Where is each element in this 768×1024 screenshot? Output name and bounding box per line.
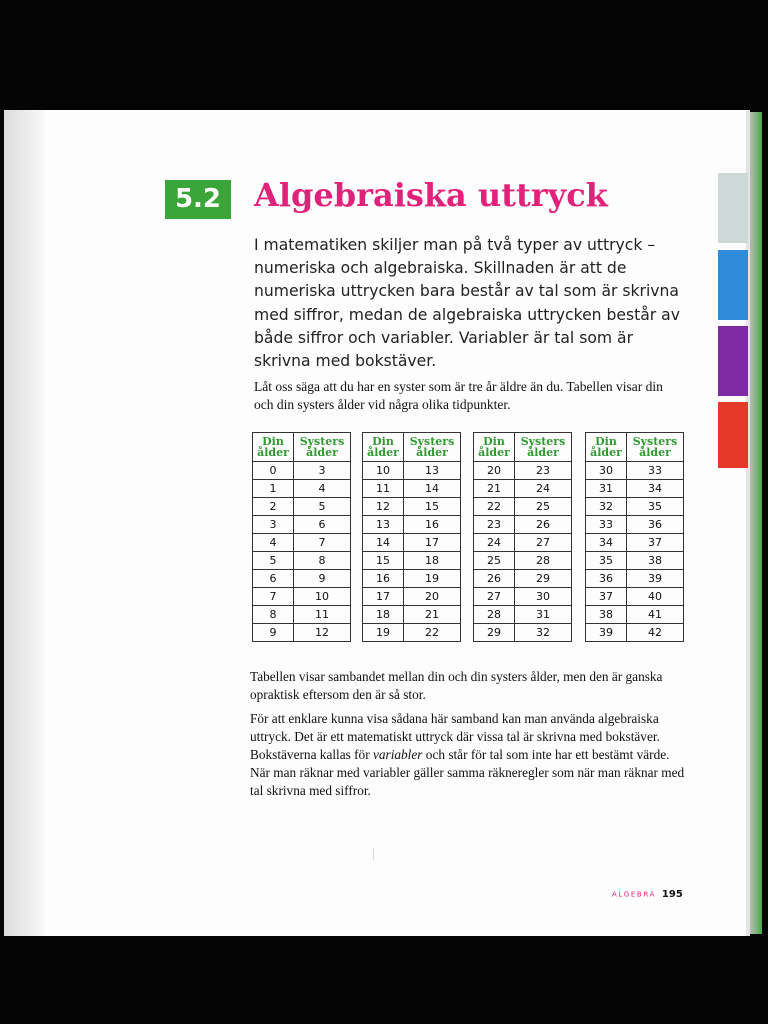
cell-systers-alder: 31: [515, 606, 572, 624]
cell-din-alder: 25: [474, 552, 515, 570]
cell-din-alder: 16: [363, 570, 404, 588]
cell-systers-alder: 37: [627, 534, 684, 552]
cell-din-alder: 20: [474, 462, 515, 480]
page-mark: [373, 848, 374, 860]
cell-din-alder: 26: [474, 570, 515, 588]
table-row: [586, 462, 684, 480]
cell-din-alder: 23: [474, 516, 515, 534]
cell-systers-alder: 12: [294, 624, 351, 642]
cell-systers-alder: 9: [294, 570, 351, 588]
cell-din-alder: 37: [586, 588, 627, 606]
table-row: [253, 480, 351, 498]
table-row: [586, 588, 684, 606]
table-row: [586, 624, 684, 642]
cell-systers-alder: 42: [627, 624, 684, 642]
column-header-din-alder: Din ålder: [586, 433, 627, 462]
table-row: [253, 534, 351, 552]
cell-din-alder: 29: [474, 624, 515, 642]
cell-systers-alder: 18: [404, 552, 461, 570]
cell-din-alder: 3: [253, 516, 294, 534]
cell-systers-alder: 3: [294, 462, 351, 480]
cell-systers-alder: 36: [627, 516, 684, 534]
cell-din-alder: 30: [586, 462, 627, 480]
table-row: [363, 534, 461, 552]
table-row: [363, 552, 461, 570]
cell-din-alder: 39: [586, 624, 627, 642]
cell-systers-alder: 26: [515, 516, 572, 534]
cell-systers-alder: 33: [627, 462, 684, 480]
cell-systers-alder: 10: [294, 588, 351, 606]
cell-din-alder: 2: [253, 498, 294, 516]
table-row: [474, 498, 572, 516]
table-row: [586, 606, 684, 624]
paragraph-text-start: För att enklare kunna visa sådana här samband kan man använda algebraiska uttryck. Det är ett matematiskt uttryck där vissa tal är skrivna med bokstäver. Bokstäverna kallas för: [250, 711, 660, 762]
cell-din-alder: 24: [474, 534, 515, 552]
intro-paragraph: I matematiken skiljer man på två typer av uttryck – numeriska och algebraiska. Skillnaden är att de numeriska uttrycken bara består av tal som är skrivna med siffror, medan de algebraiska uttrycken består av både siffror och variabler. Variabler är tal som är skrivna med bokstäver.: [254, 236, 680, 371]
cell-systers-alder: 25: [515, 498, 572, 516]
cell-systers-alder: 22: [404, 624, 461, 642]
cell-systers-alder: 35: [627, 498, 684, 516]
cell-din-alder: 27: [474, 588, 515, 606]
page-edge-stripe: [750, 112, 762, 934]
cell-systers-alder: 19: [404, 570, 461, 588]
table-row: [363, 624, 461, 642]
cell-din-alder: 5: [253, 552, 294, 570]
table-row: [474, 624, 572, 642]
cell-din-alder: 8: [253, 606, 294, 624]
cell-din-alder: 6: [253, 570, 294, 588]
table-row: [474, 534, 572, 552]
cell-din-alder: 0: [253, 462, 294, 480]
cell-din-alder: 32: [586, 498, 627, 516]
table-row: [474, 588, 572, 606]
page-number: 195: [661, 889, 683, 900]
table-row: [363, 462, 461, 480]
column-header-din-alder: Din ålder: [363, 433, 404, 462]
cell-systers-alder: 28: [515, 552, 572, 570]
cell-systers-alder: 24: [515, 480, 572, 498]
table-row: [253, 588, 351, 606]
chapter-tab-red: [718, 402, 748, 468]
cell-din-alder: 34: [586, 534, 627, 552]
paragraph-table-summary: Tabellen visar sambandet mellan din och din systers ålder, men den är ganska opraktisk eftersom den är så stor.: [250, 669, 663, 702]
cell-systers-alder: 16: [404, 516, 461, 534]
table-row: [586, 570, 684, 588]
cell-systers-alder: 6: [294, 516, 351, 534]
age-tables: [252, 432, 702, 646]
cell-din-alder: 4: [253, 534, 294, 552]
table-row: [474, 552, 572, 570]
column-header-din-alder: Din ålder: [474, 433, 515, 462]
table-row: [253, 498, 351, 516]
section-number-badge: 5.2: [165, 180, 231, 219]
cell-systers-alder: 34: [627, 480, 684, 498]
cell-systers-alder: 39: [627, 570, 684, 588]
section-title: Algebraiska uttryck: [254, 176, 608, 214]
cell-din-alder: 10: [363, 462, 404, 480]
cell-systers-alder: 11: [294, 606, 351, 624]
column-header-systers-alder: Systers ålder: [515, 433, 572, 462]
age-table: [362, 432, 461, 642]
chapter-tab-blue: [718, 250, 748, 320]
paragraph-algebraic-expressions: [250, 710, 690, 800]
term-variabler: variabler: [372, 747, 423, 762]
age-table: [473, 432, 572, 642]
footer-section-label: ALGEBRA: [612, 890, 656, 899]
cell-din-alder: 19: [363, 624, 404, 642]
table-row: [474, 480, 572, 498]
cell-din-alder: 28: [474, 606, 515, 624]
table-header-row: [586, 433, 684, 462]
table-row: [363, 588, 461, 606]
column-header-din-alder: Din ålder: [253, 433, 294, 462]
cell-din-alder: 35: [586, 552, 627, 570]
table-row: [253, 552, 351, 570]
cell-systers-alder: 20: [404, 588, 461, 606]
table-row: [586, 534, 684, 552]
cell-din-alder: 14: [363, 534, 404, 552]
table-row: [253, 516, 351, 534]
cell-systers-alder: 5: [294, 498, 351, 516]
table-row: [253, 624, 351, 642]
column-header-systers-alder: Systers ålder: [294, 433, 351, 462]
cell-systers-alder: 13: [404, 462, 461, 480]
table-row: [474, 570, 572, 588]
cell-systers-alder: 4: [294, 480, 351, 498]
lead-paragraph: Låt oss säga att du har en syster som är tre år äldre än du. Tabellen visar din och din systers ålder vid några olika tidpunkter.: [254, 379, 663, 412]
chapter-tab-gray: [718, 173, 748, 243]
column-header-systers-alder: Systers ålder: [627, 433, 684, 462]
table-row: [474, 516, 572, 534]
table-row: [474, 606, 572, 624]
cell-systers-alder: 7: [294, 534, 351, 552]
cell-din-alder: 9: [253, 624, 294, 642]
cell-systers-alder: 14: [404, 480, 461, 498]
cell-systers-alder: 15: [404, 498, 461, 516]
table-row: [253, 606, 351, 624]
cell-systers-alder: 21: [404, 606, 461, 624]
cell-systers-alder: 23: [515, 462, 572, 480]
cell-din-alder: 21: [474, 480, 515, 498]
cell-systers-alder: 41: [627, 606, 684, 624]
table-row: [586, 552, 684, 570]
cell-systers-alder: 8: [294, 552, 351, 570]
page-gutter-shadow: [4, 110, 44, 936]
cell-din-alder: 38: [586, 606, 627, 624]
table-header-row: [363, 433, 461, 462]
cell-din-alder: 36: [586, 570, 627, 588]
cell-din-alder: 7: [253, 588, 294, 606]
table-row: [253, 462, 351, 480]
cell-systers-alder: 30: [515, 588, 572, 606]
cell-din-alder: 31: [586, 480, 627, 498]
age-table: [252, 432, 351, 642]
cell-din-alder: 33: [586, 516, 627, 534]
cell-din-alder: 11: [363, 480, 404, 498]
table-row: [363, 570, 461, 588]
cell-din-alder: 1: [253, 480, 294, 498]
column-header-systers-alder: Systers ålder: [404, 433, 461, 462]
cell-din-alder: 18: [363, 606, 404, 624]
table-row: [363, 606, 461, 624]
table-row: [253, 570, 351, 588]
cell-systers-alder: 32: [515, 624, 572, 642]
table-row: [586, 516, 684, 534]
table-header-row: [253, 433, 351, 462]
cell-systers-alder: 29: [515, 570, 572, 588]
table-row: [474, 462, 572, 480]
page-footer: [612, 884, 683, 903]
table-header-row: [474, 433, 572, 462]
chapter-tab-purple: [718, 326, 748, 396]
table-row: [586, 480, 684, 498]
cell-systers-alder: 38: [627, 552, 684, 570]
cell-systers-alder: 27: [515, 534, 572, 552]
cell-din-alder: 12: [363, 498, 404, 516]
table-row: [363, 480, 461, 498]
cell-din-alder: 22: [474, 498, 515, 516]
table-row: [363, 516, 461, 534]
age-table: [585, 432, 684, 642]
cell-systers-alder: 40: [627, 588, 684, 606]
table-row: [363, 498, 461, 516]
cell-din-alder: 15: [363, 552, 404, 570]
cell-din-alder: 17: [363, 588, 404, 606]
paragraph-text-end: och står för tal som inte har ett bestämt värde. När man räknar med variabler gäller samma räkneregler som när man räknar med tal skrivna med siffror.: [250, 747, 685, 798]
table-row: [586, 498, 684, 516]
cell-systers-alder: 17: [404, 534, 461, 552]
cell-din-alder: 13: [363, 516, 404, 534]
